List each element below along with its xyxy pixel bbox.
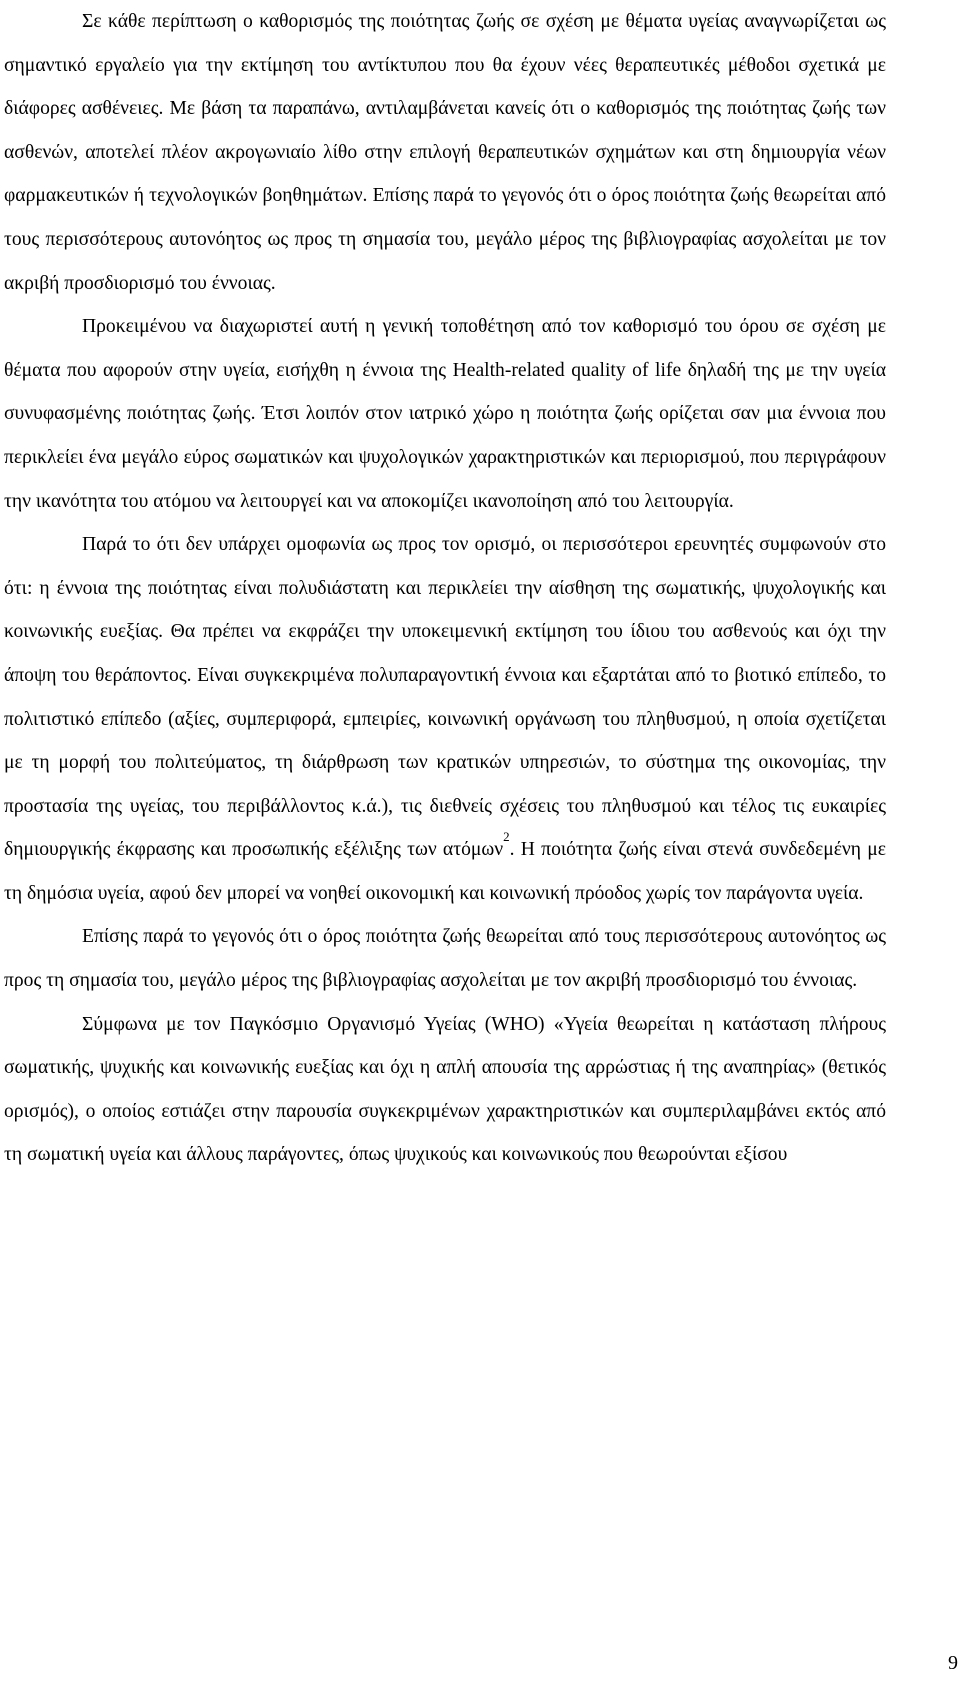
paragraph-3	[4, 523, 886, 915]
page-number: 9	[948, 1652, 958, 1674]
paragraph-3-text-after: . Η ποιότητα ζωής είναι στενά συνδεδεμένη με τη δημόσια υγεία, αφού δεν μπορεί να νοηθεί οικονομική και κοινωνική πρόοδος χωρίς τον παράγοντα υγεία.	[4, 839, 887, 904]
paragraph-5: Σύμφωνα με τον Παγκόσμιο Οργανισμό Υγείας (WHO) «Υγεία θεωρείται η κατάσταση πλήρους σωματικής, ψυχικής και κοινωνικής ευεξίας και όχι η απλή απουσία της αρρώστιας ή της αναπηρίας» (θετικός ορισμός), ο οποίος εστιάζει στην παρουσία συγκεκριμένων χαρακτηριστικών και συμπεριλαμβάνει εκτός από τη σωματική υγεία και άλλους παράγοντες, όπως ψυχικούς και κοινωνικούς που θεωρούνται εξίσου	[4, 1013, 886, 1166]
footnote-reference[interactable]: 2	[503, 829, 510, 845]
document-page	[4, 0, 886, 1177]
paragraph-4: Επίσης παρά το γεγονός ότι ο όρος ποιότητα ζωής θεωρείται από τους περισσότερους αυτονόητος ως προς τη σημασία του, μεγάλο μέρος της βιβλιογραφίας ασχολείται με τον ακριβή προσδιορισμό του έννοιας.	[4, 926, 886, 992]
paragraph-1: Σε κάθε περίπτωση ο καθορισμός της ποιότητας ζωής σε σχέση με θέματα υγείας αναγνωρίζεται ως σημαντικό εργαλείο για την εκτίμηση του αντίκτυπου που θα έχουν νέες θεραπευτικές μέθοδοι σχετικά με διάφορες ασθένειες. Με βάση τα παραπάνω, αντιλαμβάνεται κανείς ότι ο καθορισμός της ποιότητας ζωής των ασθενών, αποτελεί πλέον ακρογωνιαίο λίθο στην επιλογή θεραπευτικών σχημάτων και στη δημιουργία νέων φαρμακευτικών ή τεχνολογικών βοηθημάτων. Επίσης παρά το γεγονός ότι ο όρος ποιότητα ζωής θεωρείται από τους περισσότερους αυτονόητος ως προς τη σημασία του, μεγάλο μέρος της βιβλιογραφίας ασχολείται με τον ακριβή προσδιορισμό του έννοιας.	[4, 11, 886, 294]
paragraph-2: Προκειμένου να διαχωριστεί αυτή η γενική τοποθέτηση από τον καθορισμό του όρου σε σχέση με θέματα που αφορούν στην υγεία, εισήχθη η έννοια της Health-related quality of life δηλαδή της με την υγεία συνυφασμένης ποιότητας ζωής. Έτσι λοιπόν στον ιατρικό χώρο η ποιότητα ζωής ορίζεται σαν μια έννοια που περικλείει ένα μεγάλο εύρος σωματικών και ψυχολογικών χαρακτηριστικών και περιορισμού, που περιγράφουν την ικανότητα του ατόμου να λειτουργεί και να αποκομίζει ικανοποίηση από του λειτουργία.	[4, 316, 886, 512]
paragraph-3-text-before: Παρά το ότι δεν υπάρχει ομοφωνία ως προς τον ορισμό, οι περισσότεροι ερευνητές συμφωνούν στο ότι: η έννοια της ποιότητας είναι πολυδιάστατη και περικλείει την αίσθηση της σωματικής, ψυχολογικής και κοινωνικής ευεξίας. Θα πρέπει να εκφράζει την υποκειμενική εκτίμηση του ίδιου του ασθενούς και όχι την άποψη του θεράποντος. Είναι συγκεκριμένα πολυπαραγοντική έννοια και εξαρτάται από το βιοτικό επίπεδο, το πολιτιστικό επίπεδο (αξίες, συμπεριφορά, εμπειρίες, κοινωνική οργάνωση του πληθυσμού, η οποία σχετίζεται με τη μορφή του πολιτεύματος, τη διάρθρωση των κρατικών υπηρεσιών, το σύστημα της οικονομίας, την προστασία της υγείας, του περιβάλλοντος κ.ά.), τις διεθνείς σχέσεις του πληθυσμού και τέλος τις ευκαιρίες δημιουργικής έκφρασης και προσωπικής εξέλιξης των ατόμων	[4, 534, 886, 861]
